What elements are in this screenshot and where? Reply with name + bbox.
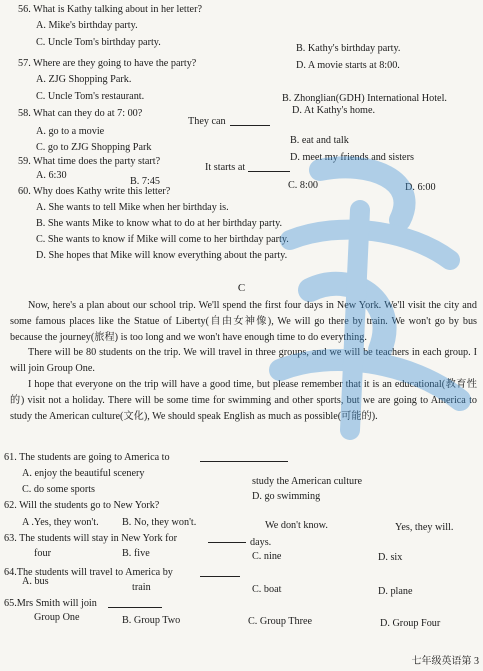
question-57-row2	[0, 91, 483, 103]
option-56c: C. Uncle Tom's birthday party.	[36, 37, 161, 48]
section-heading: C	[237, 282, 246, 294]
question-58-tail: They can	[0, 116, 483, 128]
option-59c: C. 8:00	[288, 180, 319, 191]
question-62-stem: 62. Will the students go to New York?	[4, 500, 160, 511]
question-56-row2	[0, 37, 483, 54]
option-60a: A. She wants to tell Mike when her birthday is.	[36, 202, 229, 213]
question-63-stem: 63. The students will stay in New York for days.	[4, 533, 272, 548]
question-60-stem: 60. Why does Kathy write this letter?	[18, 186, 171, 197]
question-61-stem: 61. The students are going to America to	[0, 452, 483, 464]
question-65-row1	[0, 612, 483, 629]
answer-blank-65	[108, 598, 162, 608]
option-60d-row	[0, 250, 483, 262]
option-61b: study the American culture	[252, 476, 363, 487]
option-59d: D. 6:00	[405, 182, 436, 193]
option-64a: A. bus	[22, 576, 49, 587]
option-60c-row	[0, 234, 483, 246]
question-56-row1	[0, 20, 483, 32]
option-65a: Group One	[34, 612, 80, 623]
answer-blank-58	[230, 116, 270, 126]
question-64-stem: 64.The students will travel to America by	[0, 567, 483, 579]
option-65c: C. Group Three	[248, 616, 313, 627]
answer-blank-63	[208, 533, 246, 543]
option-63a: four	[34, 548, 51, 559]
question-57-row1	[0, 74, 483, 86]
answer-blank-61	[200, 452, 288, 462]
option-61a: A. enjoy the beautiful scenery	[22, 468, 145, 479]
option-57c: C. Uncle Tom's restaurant.	[36, 91, 145, 102]
option-63b: B. five	[122, 548, 150, 559]
reading-passage-c	[10, 298, 477, 424]
passage-paragraph-3: I hope that everyone on the trip will have a good time, but please remember that it is an educational(教育性的) visit not a holiday. There will be some time for swimming and other sports, but we are going to America to study the American culture(文化), We should speak English as much as possible(可能的).	[10, 378, 477, 422]
option-56d: D. A movie starts at 8:00.	[296, 60, 400, 71]
question-65-stem: 65.Mrs Smith will join	[0, 598, 483, 610]
question-56-row3	[0, 58, 483, 70]
option-58b: B. eat and talk	[290, 135, 349, 146]
option-60b: B. She wants Mike to know what to do at her birthday party.	[36, 218, 283, 229]
option-58c: C. go to ZJG Shopping Park	[36, 142, 152, 153]
option-57a: A. ZJG Shopping Park.	[36, 74, 132, 85]
option-62d: Yes, they will.	[395, 522, 454, 533]
option-57b: B. Zhonglian(GDH) International Hotel.	[282, 93, 447, 104]
question-56-stem: 56. What is Kathy talking about in her letter?	[18, 4, 202, 15]
question-59-stem: 59. What time does the party start?	[18, 156, 161, 167]
option-64c: C. boat	[252, 584, 282, 595]
question-58-stem: 58. What can they do at 7: 00?	[18, 108, 143, 119]
passage-paragraph-1: Now, here's a plan about our school trip. We'll spend the first four days in New York. We'll visit the city and some famous places like the Statue of Liberty(自由女神像), We will go there by train. We won't go by bus because the journey(旅程) is too long and we won't have enough time to do everything.	[10, 300, 477, 343]
option-60c: C. She wants to know if Mike will come to her birthday party.	[36, 234, 289, 245]
option-61d: D. go swimming	[252, 491, 321, 502]
option-62c: We don't know.	[265, 520, 328, 531]
option-62b: B. No, they won't.	[122, 517, 197, 528]
option-65b: B. Group Two	[122, 615, 181, 626]
option-56b: B. Kathy's birthday party.	[296, 43, 401, 54]
option-57d: D. At Kathy's home.	[292, 105, 376, 116]
option-58d: D. meet my friends and sisters	[290, 152, 414, 163]
page-footer: 七年级英语第 3	[411, 656, 479, 667]
question-63-row1	[0, 548, 483, 563]
option-58a: A. go to a movie	[36, 126, 105, 137]
question-62-row1	[0, 517, 483, 533]
option-60a-row	[0, 202, 483, 214]
option-60b-row	[0, 218, 483, 230]
passage-paragraph-2: There will be 80 students on the trip. We will travel in three groups, and we will be teachers in each group. I will join Group One.	[10, 347, 477, 375]
option-64d: D. plane	[378, 586, 413, 597]
question-64-row1	[0, 576, 483, 597]
option-64b: train	[132, 582, 151, 593]
option-56a: A. Mike's birthday party.	[36, 20, 138, 31]
question-61-row1	[0, 468, 483, 487]
option-63c: C. nine	[252, 551, 282, 562]
option-63d: D. six	[378, 552, 403, 563]
question-57-stem: 57. Where are they going to have the party?	[18, 58, 197, 69]
option-59b: B. 7:45	[130, 176, 161, 187]
question-59-tail: It starts at	[0, 162, 483, 174]
option-65d: D. Group Four	[380, 618, 441, 629]
option-61c: C. do some sports	[22, 484, 96, 495]
option-62a: A .Yes, they won't.	[22, 517, 99, 528]
option-59a: A. 6:30	[36, 170, 67, 181]
question-61-row2	[0, 484, 483, 502]
option-60d: D. She hopes that Mike will know everything about the party.	[36, 250, 288, 261]
